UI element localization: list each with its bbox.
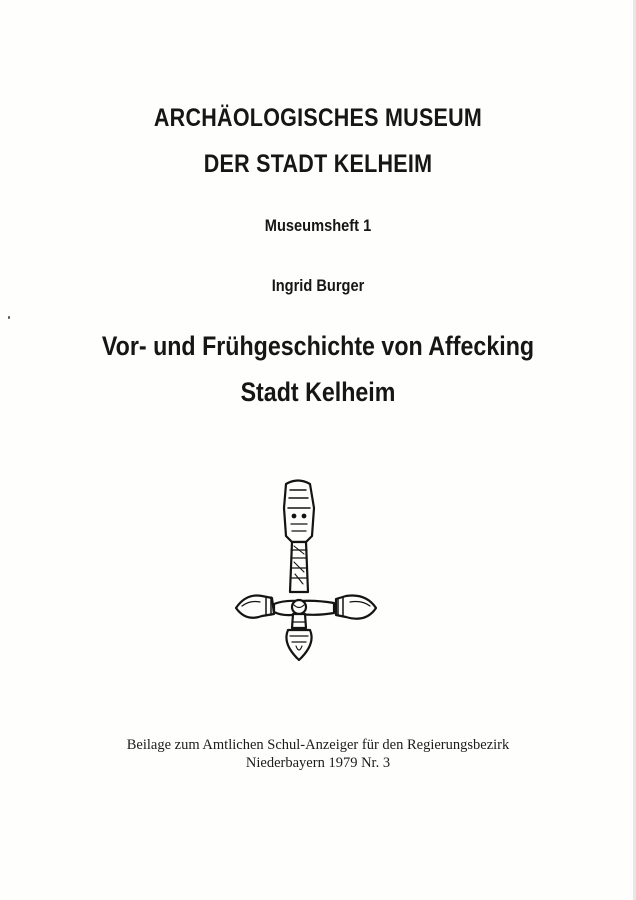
book-title-line-1: Vor- und Frühgeschichte von Affecking	[101, 331, 535, 361]
book-title-line-2: Stadt Kelheim	[240, 377, 396, 407]
museum-name-line-1: ARCHÄOLOGISCHES MUSEUM	[153, 104, 483, 132]
paper-speck	[8, 316, 10, 319]
cruciform-fibula-icon	[228, 476, 388, 676]
publication-note-line-1: Beilage zum Amtlichen Schul-Anzeiger für den Regierungsbezirk	[126, 737, 510, 753]
publication-note-line-2: Niederbayern 1979 Nr. 3	[245, 755, 391, 771]
series-label: Museumsheft 1	[264, 216, 372, 235]
author-name: Ingrid Burger	[271, 276, 365, 295]
museum-name-line-2: DER STADT KELHEIM	[203, 150, 433, 178]
